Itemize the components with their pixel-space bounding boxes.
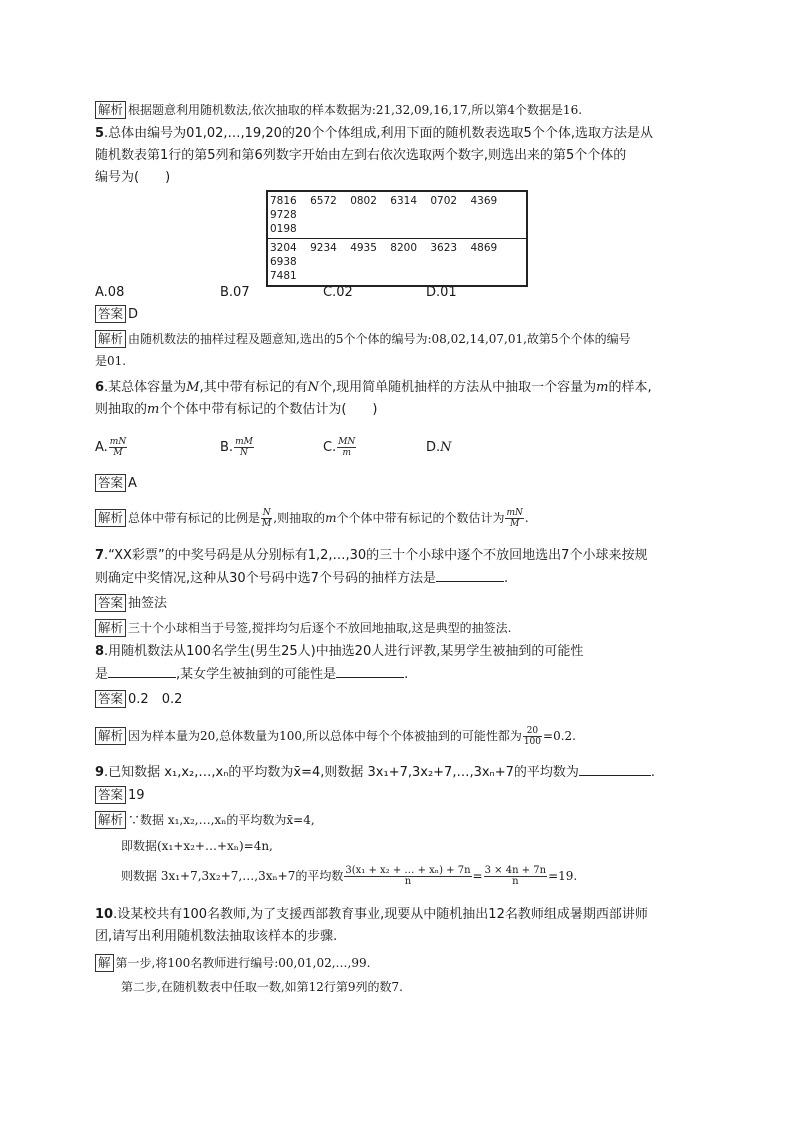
- answer-9: [95, 785, 705, 807]
- option-b: B.07: [220, 285, 250, 300]
- table-row: [267, 239, 527, 287]
- question-text: 个个体中带有标记的个数估计为( ): [159, 402, 378, 417]
- answer-text: 0.2 0.2: [128, 692, 183, 707]
- table-cell: 6938: [270, 256, 297, 268]
- solution-text: 总体中带有标记的比例是: [128, 511, 261, 525]
- question-8: [95, 641, 705, 686]
- option-a: [95, 437, 220, 459]
- numerator: mN: [506, 508, 523, 518]
- table-cell: 4869: [470, 242, 498, 254]
- table-cell: 6314: [390, 195, 418, 207]
- numerator: MN: [338, 437, 356, 447]
- question-text: .“XX彩票”的中奖号码是从分别标有1,2,…,30的三十个小球中逐个不放回地选出7个小球来按规: [104, 548, 648, 563]
- var-n: N: [307, 380, 320, 395]
- option-letter: B.: [220, 440, 234, 455]
- question-number: 7: [95, 548, 105, 563]
- jie-label: 解: [95, 954, 114, 972]
- question-text: 随机数表第1行的第5列和第6列数字开始由左到右依次选取两个数字,则选出来的第5个个体的: [95, 148, 627, 163]
- question-text: 是: [95, 667, 109, 682]
- question-number: 6: [95, 380, 105, 395]
- solution-text: 个个体中带有标记的个数估计为: [336, 511, 505, 525]
- answer-7: [95, 593, 705, 615]
- answer-6: [95, 473, 705, 495]
- solution-10: [95, 952, 705, 998]
- solution-text: .: [524, 511, 529, 525]
- options-6: [95, 437, 705, 459]
- daan-label: 答案: [95, 594, 126, 612]
- question-text: ,其中带有标记的有: [199, 380, 308, 395]
- jiexi-label: 解析: [95, 330, 126, 348]
- solution-text: 三十个小球相当于号签,搅拌均匀后逐个不放回地抽取,这是典型的抽签法.: [128, 621, 512, 635]
- answer-text: 抽签法: [128, 596, 168, 611]
- answer-text: D: [128, 307, 139, 322]
- denominator: 100: [523, 737, 542, 747]
- solution-text: 根据题意利用随机数法,依次抽取的样本数据为:21,32,09,16,17,所以第4个数据是16.: [128, 103, 583, 117]
- var-m: m: [596, 380, 609, 395]
- question-text: .某总体容量为: [104, 380, 187, 395]
- option-letter: A.: [95, 440, 108, 455]
- var-m: m: [147, 402, 160, 417]
- option-c: C.02: [323, 285, 353, 300]
- prev-solution: [95, 99, 705, 121]
- solution-text: 是01.: [95, 354, 127, 368]
- answer-blank: [436, 567, 504, 582]
- jiexi-label: 解析: [95, 509, 126, 527]
- answer-blank: [579, 761, 651, 776]
- solution-6: [95, 507, 705, 529]
- table-cell: 9728: [270, 209, 297, 221]
- solution-text: 则数据 3x₁+7,3x₂+7,…,3xₙ+7的平均数: [121, 869, 344, 883]
- solution-line: 则数据 3x₁+7,3x₂+7,…,3xₙ+7的平均数 $\frac{\text{3(x₁ + x₂ + … + xₙ) + 7n}}{n}$ = $\frac{3 \times 4n + 7n}{n}$ =19.: [121, 865, 578, 887]
- numerator: mM: [235, 437, 253, 447]
- question-text: ,某女学生被抽到的可能性是: [176, 667, 337, 682]
- option-d: [426, 437, 452, 459]
- question-number: 10: [95, 907, 114, 922]
- denominator: m: [342, 448, 352, 458]
- fraction: [344, 866, 471, 887]
- table-cell: 0802: [350, 195, 377, 207]
- question-number: 5: [95, 126, 105, 141]
- question-text: .总体由编号为01,02,…,19,20的20个个体组成,利用下面的随机数表选取5个个体,选取方法是从: [104, 126, 653, 141]
- fraction: [505, 508, 523, 529]
- denominator: n: [512, 876, 519, 887]
- answer-8: [95, 689, 705, 711]
- solution-5: [95, 328, 705, 372]
- table-cell: 3204: [270, 242, 297, 254]
- option-letter: D.: [426, 440, 441, 455]
- numerator: 20: [523, 726, 542, 737]
- answer-5: [95, 304, 705, 326]
- option-letter: C.: [323, 440, 337, 455]
- jiexi-label: 解析: [95, 619, 126, 637]
- question-number: 9: [95, 765, 105, 780]
- solution-text: ∵数据 x₁,x₂,…,xₙ的平均数为x̄=4,: [128, 813, 315, 827]
- solution-text: ,则抽取的: [273, 511, 326, 525]
- question-text: 团,请写出利用随机数法抽取该样本的步骤.: [95, 929, 338, 944]
- question-5: [95, 123, 705, 189]
- solution-9: [95, 809, 705, 887]
- daan-label: 答案: [95, 786, 126, 804]
- jiexi-label: 解析: [95, 727, 126, 745]
- var-m: m: [325, 511, 337, 525]
- option-d: D.01: [426, 285, 457, 300]
- question-9: [95, 761, 705, 784]
- denominator: n: [404, 876, 412, 887]
- question-text: .用随机数法从100名学生(男生25人)中抽选20人进行评教,某男学生被抽到的可能性: [104, 644, 584, 659]
- daan-label: 答案: [95, 690, 126, 708]
- option-c: [323, 437, 426, 459]
- solution-text: =19.: [548, 869, 578, 883]
- table-cell: 7816: [270, 195, 297, 207]
- question-6: [95, 377, 705, 421]
- options-5: [95, 282, 705, 304]
- numerator: mN: [109, 437, 127, 447]
- answer-blank: [108, 663, 176, 678]
- question-text: 编号为( ): [95, 170, 171, 185]
- question-text: 则抽取的: [95, 402, 148, 417]
- table-cell: 7481: [270, 270, 297, 282]
- answer-text: A: [128, 476, 137, 491]
- question-text: .已知数据 x₁,x₂,…,xₙ的平均数为x̄=4,则数据 3x₁+7,3x₂+7,…,3xₙ+7的平均数为: [104, 765, 579, 780]
- question-text: .: [404, 667, 409, 682]
- table-cell: 4369: [470, 195, 498, 207]
- solution-text: 第一步,将100名教师进行编号:00,01,02,…,99.: [115, 956, 371, 970]
- fraction: [234, 437, 254, 458]
- solution-text: 因为样本量为20,总体数量为100,所以总体中每个个体被抽到的可能性都为: [128, 729, 522, 743]
- answer-blank: [336, 663, 404, 678]
- numerator: 3 × 4n + 7n: [484, 865, 547, 876]
- table-cell: 9234: [310, 242, 337, 254]
- fraction: [337, 437, 356, 458]
- solution-text: 即数据(x₁+x₂+…+xₙ)=4n,: [121, 839, 273, 853]
- question-text: .: [503, 571, 509, 586]
- solution-text: =0.2.: [543, 729, 576, 743]
- question-text: .设某校共有100名教师,为了支援西部教育事业,现要从中随机抽出12名教师组成暑期西部讲师: [113, 907, 648, 922]
- answer-text: 19: [128, 788, 145, 803]
- question-text: .: [650, 765, 656, 780]
- question-text: 个,现用简单随机抽样的方法从中抽取一个容量为: [319, 380, 597, 395]
- table-cell: 6572: [310, 195, 337, 207]
- question-text: 的样本,: [608, 380, 652, 395]
- jiexi-label: 解析: [95, 101, 126, 119]
- table-cell: 3623: [430, 242, 458, 254]
- solution-8: [95, 725, 705, 747]
- solution-7: [95, 617, 705, 639]
- question-10: [95, 904, 705, 948]
- table-row: [267, 191, 527, 239]
- denominator: M: [510, 519, 520, 529]
- table-cell: 0198: [270, 223, 297, 235]
- question-number: 8: [95, 644, 105, 659]
- option-a: A.08: [95, 285, 125, 300]
- table-cell: 0702: [430, 195, 458, 207]
- numerator: 3(x₁ + x₂ + … + xₙ) + 7n: [345, 865, 471, 876]
- option-b: [220, 437, 323, 459]
- table-cell: 8200: [390, 242, 418, 254]
- denominator: M: [262, 519, 272, 529]
- random-number-table: [266, 190, 528, 287]
- numerator: N: [262, 508, 271, 518]
- question-7: [95, 545, 705, 590]
- solution-text: 第二步,在随机数表中任取一数,如第12行第9列的数7.: [121, 980, 403, 994]
- fraction: [261, 508, 272, 529]
- question-text: 则确定中奖情况,这种从30个号码中选7个号码的抽样方法是: [95, 571, 436, 586]
- var-n: N: [440, 440, 452, 455]
- solution-text: 由随机数法的抽样过程及题意知,选出的5个个体的编号为:08,02,14,07,01,故第5个个体的编号: [128, 332, 631, 346]
- fraction: [484, 866, 547, 887]
- jiexi-label: 解析: [95, 811, 126, 829]
- daan-label: 答案: [95, 305, 126, 323]
- denominator: M: [113, 448, 123, 458]
- fraction: [109, 437, 127, 458]
- fraction: [523, 726, 542, 747]
- denominator: N: [240, 448, 248, 458]
- var-m-upper: M: [186, 380, 200, 395]
- table-cell: 4935: [350, 242, 377, 254]
- daan-label: 答案: [95, 474, 126, 492]
